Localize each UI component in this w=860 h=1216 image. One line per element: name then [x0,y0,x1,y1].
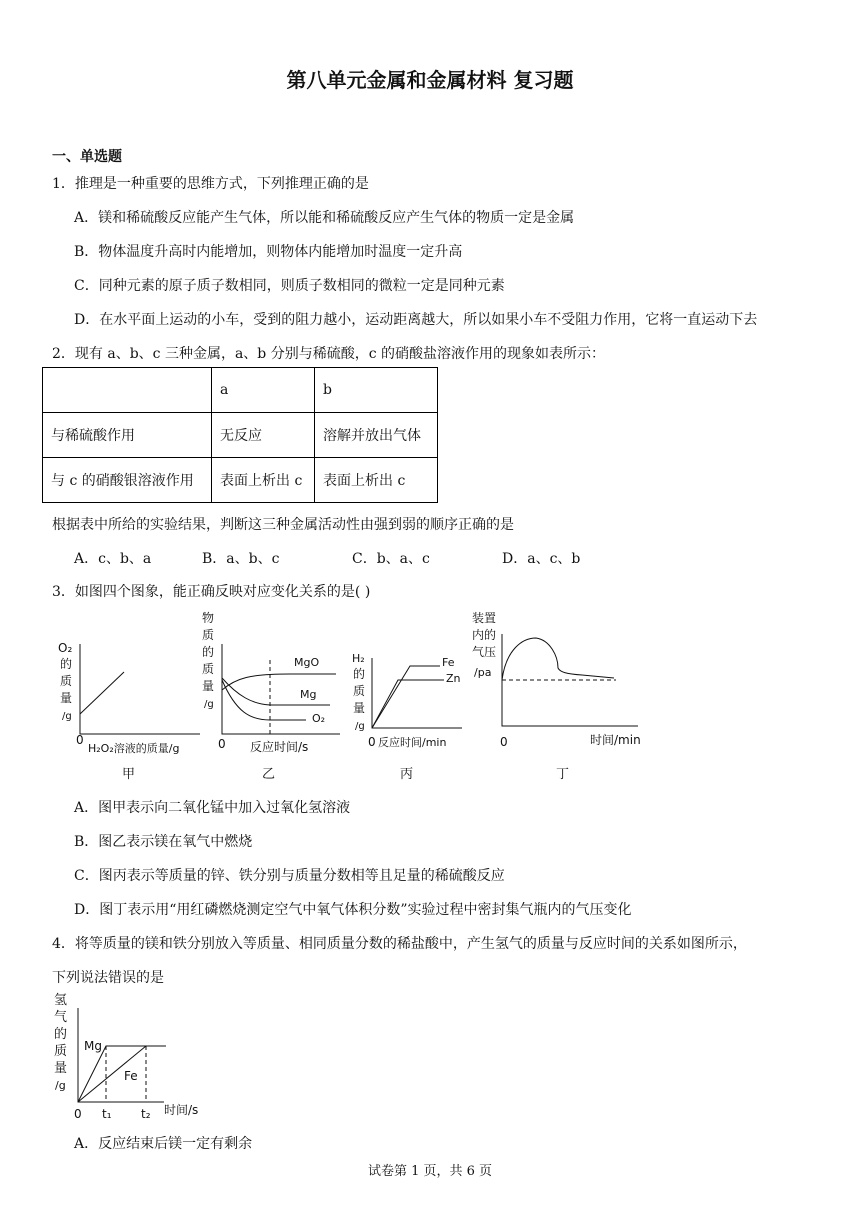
section-heading: 一、单选题 [52,149,122,165]
table-cell: 表面上析出 c [315,458,438,503]
question-4-option-a: A．反应结束后镁一定有剩余 [74,1136,253,1152]
axis-label: 量 [60,691,73,705]
table-row [43,368,438,413]
table-cell: 溶解并放出气体 [315,413,438,458]
tick-label-t1: t₁ [102,1107,112,1121]
x-axis-label: 反应时间/s [250,740,309,754]
mg-line [78,1046,166,1102]
question-3-option-a: A．图甲表示向二氧化锰中加入过氧化氢溶液 [74,800,351,816]
axis-label: /g [55,1079,66,1092]
x-axis-label: 时间/s [164,1103,199,1117]
axis-label: 质 [202,662,215,676]
axis-label: H₂ [352,652,365,665]
table-cell: a [212,368,315,413]
graph-jia-line [80,672,124,714]
axis-label: 质 [60,674,73,688]
graph-caption: 乙 [262,767,276,782]
table-cell [43,368,212,413]
question-2-option-c: C．b、a、c [352,551,430,567]
axis-label: 量 [353,701,366,715]
question-1-option-b: B．物体温度升高时内能增加，则物体内能增加时温度一定升高 [74,244,463,260]
x-axis-label: H₂O₂溶液的质量/g [88,742,180,755]
axis-label: 量 [202,679,215,693]
question-2-stem: 2．现有 a、b、c 三种金属，a、b 分别与稀硫酸，c 的硝酸盐溶液作用的现象如表所示： [52,346,606,362]
question-3-option-b: B．图乙表示镁在氧气中燃烧 [74,834,253,850]
table-cell: b [315,368,438,413]
graph-yi-o2-curve [222,680,306,720]
question-1-option-c: C．同种元素的原子质子数相同，则质子数相同的微粒一定是同种元素 [74,278,505,294]
axis-label: 气压 [472,645,497,659]
question-2-prompt: 根据表中所给的实验结果，判断这三种金属活动性由强到弱的顺序正确的是 [52,517,514,533]
graph-jia [58,641,179,782]
graph-yi [202,610,325,782]
origin-label: 0 [76,733,84,747]
question-3-stem: 3．如图四个图象，能正确反映对应变化关系的是( ) [52,584,371,600]
axis-label: /g [204,699,214,710]
question-2-option-a: A．c、b、a [74,551,152,567]
graph-bing-zn-line [372,680,444,728]
series-label: Fe [124,1069,138,1083]
axis-label: 的 [60,657,73,671]
question-3-graphs [0,600,860,790]
question-3-option-c: C．图丙表示等质量的锌、铁分别与质量分数相等且足量的稀硫酸反应 [74,868,505,884]
axis-label: 气 [54,1010,68,1025]
series-label: MgO [294,656,320,669]
axis-label: 氢 [54,993,68,1008]
origin-label: 0 [74,1107,82,1121]
graph-ding [472,610,641,782]
origin-label: 0 [368,735,376,749]
x-axis-label: 时间/min [590,733,641,747]
axis-label: 量 [54,1061,68,1076]
graph-jia-axes [80,644,200,734]
graph-ding-axes [502,634,638,726]
question-2-option-d: D．a、c、b [502,551,581,567]
axis-label: O₂ [58,641,73,655]
question-4-stem-line-1: 4．将等质量的镁和铁分别放入等质量、相同质量分数的稀盐酸中，产生氢气的质量与反应时间的关系如图所示， [52,936,747,952]
table-cell: 与稀硫酸作用 [43,413,212,458]
page-title: 第八单元金属和金属材料 复习题 [286,68,574,92]
question-2-option-b: B．a、b、c [202,551,280,567]
axis-label: /g [62,711,72,722]
series-label: Mg [84,1039,102,1053]
tick-label-t2: t₂ [141,1107,151,1121]
axis-label: 的 [353,667,366,681]
series-label: Zn [446,672,461,685]
axis-label: 的 [54,1027,68,1042]
axis-label: 内的 [472,628,497,642]
axis-label: /pa [474,666,492,679]
question-2-table [42,367,438,503]
question-1-stem: 1．推理是一种重要的思维方式，下列推理正确的是 [52,176,369,192]
question-3-option-d: D．图丁表示用“用红磷燃烧测定空气中氧气体积分数”实验过程中密封集气瓶内的气压变化 [74,902,632,918]
graph-caption: 丙 [400,767,414,782]
graph-caption: 丁 [556,767,570,782]
graph-axes [78,1008,164,1102]
question-4-graph [40,988,230,1122]
axis-label: 质 [353,684,366,698]
table-cell: 无反应 [212,413,315,458]
axis-label: 质 [202,628,215,642]
graph-ding-curve [502,638,614,680]
table-row [43,413,438,458]
table-row [43,458,438,503]
series-label: Mg [300,688,317,701]
graph-caption: 甲 [122,767,136,782]
axis-label: 的 [202,645,215,659]
graph-bing-fe-line [372,666,440,728]
question-1-option-a: A．镁和稀硫酸反应能产生气体，所以能和稀硫酸反应产生气体的物质一定是金属 [74,210,575,226]
origin-label: 0 [500,735,508,749]
table-cell: 表面上析出 c [212,458,315,503]
question-4-stem-line-2: 下列说法错误的是 [52,970,164,986]
series-label: Fe [442,656,455,669]
axis-label: 物 [202,611,215,625]
series-label: O₂ [312,712,326,725]
table-cell: 与 c 的硝酸银溶液作用 [43,458,212,503]
axis-label: 质 [54,1044,68,1059]
x-axis-label: 反应时间/min [378,736,447,749]
axis-label: 装置 [472,611,497,625]
origin-label: 0 [218,737,226,751]
axis-label: /g [355,721,365,732]
page-footer: 试卷第 1 页，共 6 页 [367,1164,493,1179]
graph-yi-mgo-curve [222,674,336,690]
question-1-option-d: D．在水平面上运动的小车，受到的阻力越小，运动距离越大，所以如果小车不受阻力作用，它将一直运动下去 [74,312,758,328]
